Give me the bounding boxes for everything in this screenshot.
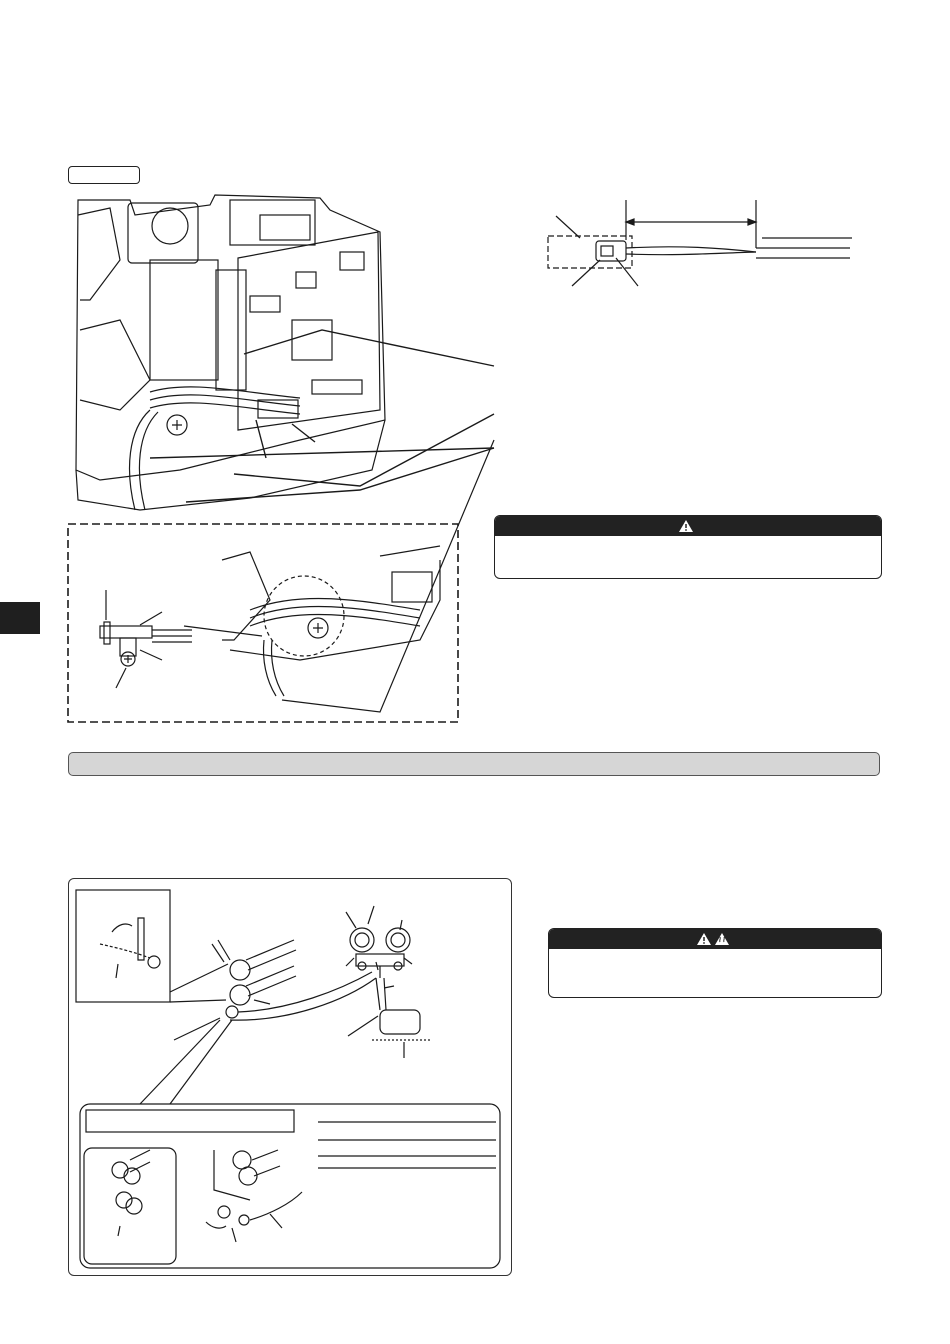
warning-box-2 — [548, 928, 882, 998]
warning-body-2 — [549, 949, 881, 961]
warning-triangle-icon — [697, 933, 711, 945]
hot-surface-warning-icon — [715, 933, 729, 945]
warning-header-2 — [549, 929, 881, 949]
